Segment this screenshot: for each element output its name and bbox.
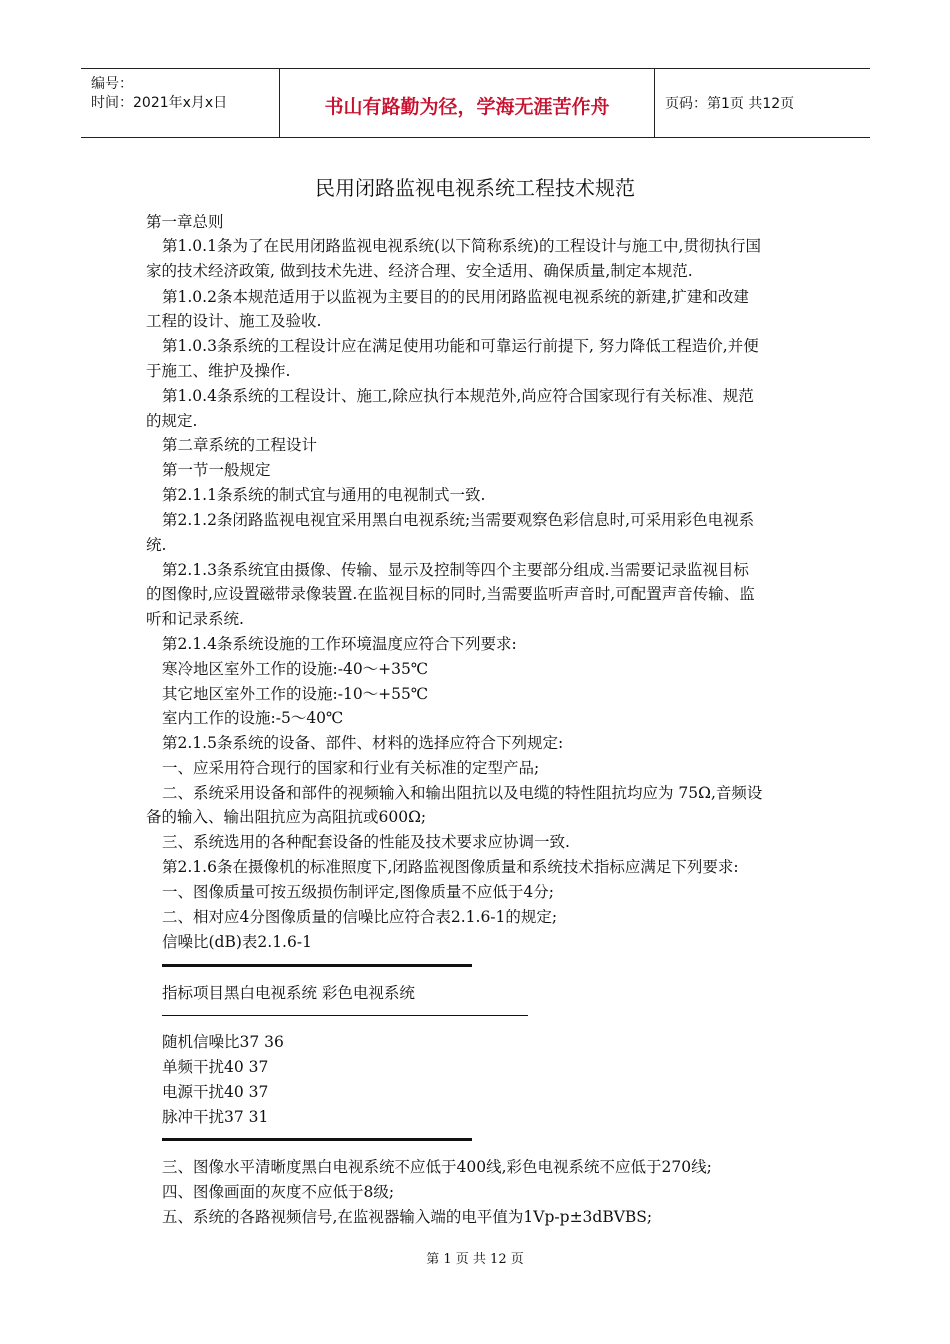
table-row: 脉冲干扰37 31 (162, 1108, 269, 1126)
paragraph-line: 第2.1.4条系统设施的工作环境温度应符合下列要求: (162, 635, 517, 653)
paragraph-line: 二、相对应4分图像质量的信噪比应符合表2.1.6-1的规定; (162, 908, 558, 926)
chapter-heading: 第二章系统的工程设计 (162, 436, 318, 454)
header-motto-cell (280, 69, 655, 137)
page-footer: 第 1 页 共 12 页 (426, 1252, 524, 1267)
chapter-heading: 第一章总则 (146, 213, 224, 231)
table-row: 随机信噪比37 36 (162, 1033, 284, 1051)
paragraph-line: 寒冷地区室外工作的设施:-40～+35℃ (162, 660, 429, 678)
paragraph-line: 工程的设计、施工及验收. (146, 312, 322, 330)
header-page-cell (655, 69, 870, 137)
table-bottom-rule (162, 1138, 472, 1141)
document-title: 民用闭路监视电视系统工程技术规范 (315, 176, 635, 200)
paragraph-line: 于施工、维护及操作. (146, 362, 291, 380)
paragraph-line: 第1.0.3条系统的工程设计应在满足使用功能和可靠运行前提下, 努力降低工程造价,并便 (162, 337, 759, 355)
paragraph-line: 一、应采用符合现行的国家和行业有关标准的定型产品; (162, 759, 540, 777)
paragraph-line: 第2.1.3条系统宜由摄像、传输、显示及控制等四个主要部分组成.当需要记录监视目标 (162, 561, 749, 579)
table-header-rule (162, 1015, 528, 1016)
page-info: 页码：第1页 共12页 (665, 96, 795, 112)
paragraph-line: 第2.1.2条闭路监视电视宜采用黑白电视系统;当需要观察色彩信息时,可采用彩色电视系 (162, 511, 755, 529)
paragraph-line: 一、图像质量可按五级损伤制评定,图像质量不应低于4分; (162, 883, 555, 901)
table-header: 指标项目黑白电视系统 彩色电视系统 (162, 984, 415, 1002)
paragraph-line: 三、图像水平清晰度黑白电视系统不应低于400线,彩色电视系统不应低于270线; (162, 1158, 712, 1176)
paragraph-line: 五、系统的各路视频信号,在监视器输入端的电平值为1Vp-p±3dBVBS; (162, 1208, 653, 1226)
paragraph-line: 家的技术经济政策, 做到技术先进、经济合理、安全适用、确保质量,制定本规范. (146, 262, 693, 280)
section-heading: 第一节一般规定 (162, 461, 271, 479)
paragraph-line: 其它地区室外工作的设施:-10～+55℃ (162, 685, 429, 703)
paragraph-line: 第1.0.2条本规范适用于以监视为主要目的的民用闭路监视电视系统的新建,扩建和改建 (162, 288, 749, 306)
paragraph-line: 四、图像画面的灰度不应低于8级; (162, 1183, 395, 1201)
paragraph-line: 三、系统选用的各种配套设备的性能及技术要求应协调一致. (162, 833, 570, 851)
paragraph-line: 第1.0.4条系统的工程设计、施工,除应执行本规范外,尚应符合国家现行有关标准、规范 (162, 387, 754, 405)
paragraph-line: 备的输入、输出阻抗应为高阻抗或600Ω; (146, 808, 427, 826)
table-caption: 信噪比(dB)表2.1.6-1 (162, 933, 312, 951)
table-top-rule (162, 964, 472, 967)
motto-text: 书山有路勤为径，学海无涯苦作舟 (324, 96, 610, 118)
paragraph-line: 统. (146, 536, 167, 554)
paragraph-line: 第2.1.1条系统的制式宜与通用的电视制式一致. (162, 486, 486, 504)
paragraph-line: 室内工作的设施:-5～40℃ (162, 709, 344, 727)
paragraph-line: 第1.0.1条为了在民用闭路监视电视系统(以下简称系统)的工程设计与施工中,贯彻执行国 (162, 237, 761, 255)
table-row: 电源干扰40 37 (162, 1083, 269, 1101)
paragraph-line: 第2.1.6条在摄像机的标准照度下,闭路监视图像质量和系统技术指标应满足下列要求: (162, 858, 739, 876)
paragraph-line: 听和记录系统. (146, 610, 244, 628)
doc-number-label: 编号： (91, 76, 133, 92)
paragraph-line: 第2.1.5条系统的设备、部件、材料的选择应符合下列规定: (162, 734, 564, 752)
header-table (81, 68, 870, 138)
paragraph-line: 的图像时,应设置磁带录像装置.在监视目标的同时,当需要监听声音时,可配置声音传输、监 (146, 585, 755, 603)
header-meta-cell (81, 69, 280, 137)
doc-date: 时间：2021年x月x日 (91, 95, 228, 111)
paragraph-line: 的规定. (146, 412, 198, 430)
table-row: 单频干扰40 37 (162, 1058, 269, 1076)
paragraph-line: 二、系统采用设备和部件的视频输入和输出阻抗以及电缆的特性阻抗均应为 75Ω,音频设 (162, 784, 763, 802)
